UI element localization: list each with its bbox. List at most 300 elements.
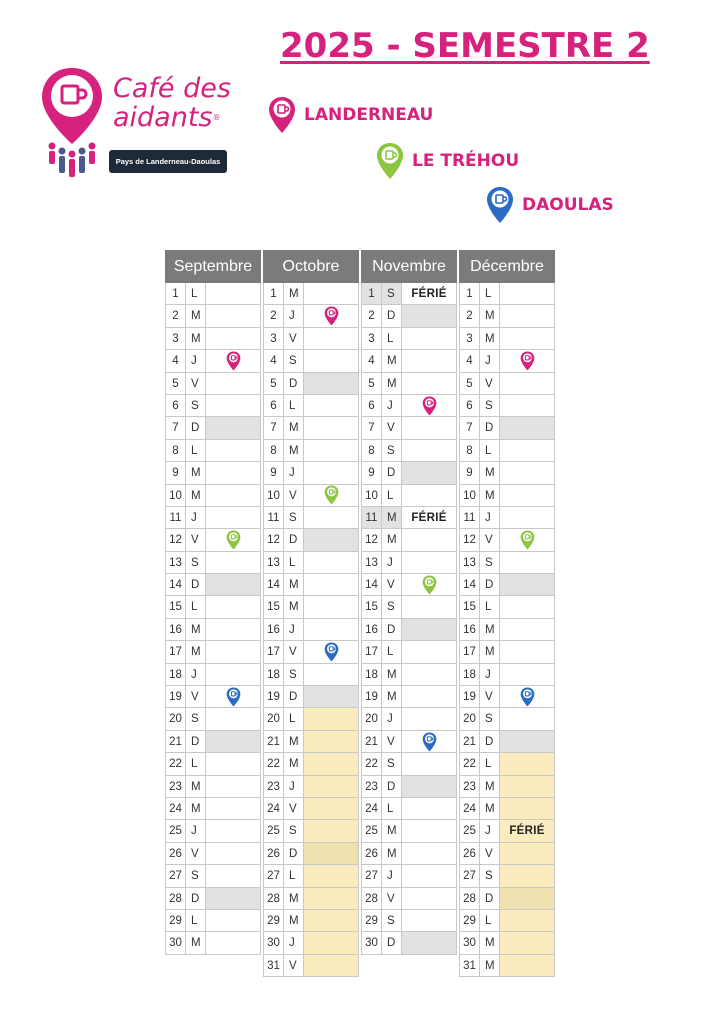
day-event-cell: [304, 798, 358, 819]
day-row: [361, 619, 457, 641]
day-of-week: M: [480, 619, 500, 640]
day-number: 11: [460, 507, 480, 528]
day-number: 21: [264, 731, 284, 752]
day-number: 28: [362, 888, 382, 909]
day-number: 29: [166, 910, 186, 931]
day-row: [165, 574, 261, 596]
day-event-cell: [206, 552, 260, 573]
day-event-cell: [500, 955, 554, 976]
day-row: [361, 820, 457, 842]
day-of-week: M: [284, 910, 304, 931]
day-event-cell: [500, 596, 554, 617]
day-of-week: J: [382, 708, 402, 729]
day-of-week: D: [480, 574, 500, 595]
day-event-cell: [206, 664, 260, 685]
day-event-cell: [304, 932, 358, 953]
day-row: [361, 641, 457, 663]
day-row: [361, 283, 457, 305]
day-event-cell: [304, 373, 358, 394]
day-event-cell: [304, 641, 358, 662]
day-of-week: J: [186, 350, 206, 371]
day-number: 27: [362, 865, 382, 886]
day-row: [263, 328, 359, 350]
day-event-cell: [500, 798, 554, 819]
day-row: [165, 731, 261, 753]
day-event-cell: [206, 776, 260, 797]
day-event-cell: [500, 865, 554, 886]
day-row: [263, 932, 359, 954]
day-event-cell: [206, 753, 260, 774]
day-of-week: S: [284, 664, 304, 685]
day-number: 15: [362, 596, 382, 617]
day-number: 16: [460, 619, 480, 640]
day-of-week: L: [284, 395, 304, 416]
day-event-cell: [304, 462, 358, 483]
day-number: 10: [166, 485, 186, 506]
day-event-cell: [304, 776, 358, 797]
day-number: 2: [460, 305, 480, 326]
day-event-cell: [402, 373, 456, 394]
day-row: [263, 485, 359, 507]
month-column: [165, 250, 261, 955]
day-event-cell: [304, 395, 358, 416]
day-row: [459, 865, 555, 887]
day-row: [361, 440, 457, 462]
day-of-week: J: [186, 664, 206, 685]
day-of-week: M: [284, 574, 304, 595]
day-number: 17: [460, 641, 480, 662]
day-number: 4: [264, 350, 284, 371]
day-row: [165, 910, 261, 932]
day-row: [165, 776, 261, 798]
day-number: 23: [166, 776, 186, 797]
day-row: [165, 529, 261, 551]
day-of-week: L: [284, 552, 304, 573]
day-of-week: M: [186, 462, 206, 483]
day-of-week: D: [186, 574, 206, 595]
day-event-cell: [304, 574, 358, 595]
day-row: [361, 731, 457, 753]
day-event-cell: [500, 417, 554, 438]
day-number: 4: [362, 350, 382, 371]
day-of-week: M: [382, 529, 402, 550]
day-of-week: M: [186, 932, 206, 953]
day-number: 30: [166, 932, 186, 953]
day-number: 5: [264, 373, 284, 394]
day-row: [263, 641, 359, 663]
day-of-week: S: [382, 440, 402, 461]
day-number: 14: [166, 574, 186, 595]
day-row: [165, 619, 261, 641]
page-title: 2025 - SEMESTRE 2: [280, 26, 650, 66]
day-event-cell: [402, 596, 456, 617]
day-row: [361, 574, 457, 596]
day-event-cell: [500, 888, 554, 909]
day-of-week: M: [480, 776, 500, 797]
map-pin-cup-icon: [520, 530, 535, 550]
day-number: 28: [264, 888, 284, 909]
day-of-week: M: [480, 328, 500, 349]
day-of-week: L: [186, 283, 206, 304]
day-event-cell: [500, 932, 554, 953]
day-event-cell: [402, 888, 456, 909]
day-event-cell: [206, 888, 260, 909]
day-number: 3: [166, 328, 186, 349]
day-number: 14: [460, 574, 480, 595]
day-number: 15: [460, 596, 480, 617]
day-row: [361, 798, 457, 820]
day-event-cell: [206, 910, 260, 931]
day-number: 28: [460, 888, 480, 909]
day-row: [459, 395, 555, 417]
day-number: 25: [166, 820, 186, 841]
map-pin-cup-icon: [422, 575, 437, 595]
day-event-cell: [304, 283, 358, 304]
day-of-week: V: [480, 686, 500, 707]
day-row: [263, 574, 359, 596]
day-event-cell: [402, 440, 456, 461]
day-row: [459, 283, 555, 305]
day-event-cell: [500, 843, 554, 864]
day-of-week: M: [382, 664, 402, 685]
day-number: 4: [460, 350, 480, 371]
day-event-cell: [402, 910, 456, 931]
day-of-week: J: [284, 462, 304, 483]
day-number: 28: [166, 888, 186, 909]
day-event-cell: [304, 664, 358, 685]
month-header: Octobre: [263, 250, 359, 283]
day-of-week: V: [382, 888, 402, 909]
day-event-cell: [402, 753, 456, 774]
day-of-week: M: [480, 932, 500, 953]
day-number: 15: [264, 596, 284, 617]
day-number: 25: [264, 820, 284, 841]
day-event-cell: [402, 283, 456, 304]
day-row: [459, 888, 555, 910]
map-pin-cup-icon: [422, 732, 437, 752]
day-number: 31: [460, 955, 480, 976]
day-number: 7: [460, 417, 480, 438]
day-of-week: L: [382, 641, 402, 662]
day-row: [459, 417, 555, 439]
day-of-week: J: [480, 350, 500, 371]
day-event-cell: [402, 865, 456, 886]
day-row: [459, 574, 555, 596]
day-row: [263, 462, 359, 484]
day-number: 16: [166, 619, 186, 640]
day-event-cell: [304, 507, 358, 528]
day-row: [361, 888, 457, 910]
day-row: [165, 440, 261, 462]
day-event-cell: [206, 462, 260, 483]
day-row: [459, 529, 555, 551]
day-event-cell: [402, 552, 456, 573]
day-of-week: M: [382, 686, 402, 707]
day-event-cell: [206, 932, 260, 953]
day-number: 3: [264, 328, 284, 349]
day-event-cell: [206, 395, 260, 416]
day-event-cell: [402, 731, 456, 752]
day-event-cell: [304, 865, 358, 886]
day-row: [165, 417, 261, 439]
day-of-week: S: [480, 708, 500, 729]
day-of-week: S: [382, 753, 402, 774]
day-number: 24: [264, 798, 284, 819]
day-of-week: V: [382, 574, 402, 595]
day-row: [361, 328, 457, 350]
day-of-week: J: [382, 552, 402, 573]
day-number: 22: [264, 753, 284, 774]
map-pin-cup-icon: [376, 142, 404, 180]
day-row: [263, 596, 359, 618]
day-row: [263, 820, 359, 842]
day-of-week: J: [480, 820, 500, 841]
day-row: [459, 485, 555, 507]
day-of-week: L: [480, 283, 500, 304]
day-row: [263, 305, 359, 327]
day-row: [459, 596, 555, 618]
day-row: [361, 596, 457, 618]
day-number: 12: [166, 529, 186, 550]
day-of-week: S: [284, 507, 304, 528]
day-of-week: M: [480, 641, 500, 662]
day-event-cell: [402, 462, 456, 483]
logo-wordmark: [113, 74, 231, 132]
day-of-week: M: [284, 417, 304, 438]
map-pin-cup-icon: [486, 186, 514, 224]
day-event-cell: [206, 798, 260, 819]
day-of-week: V: [186, 843, 206, 864]
day-number: 9: [264, 462, 284, 483]
day-row: [263, 753, 359, 775]
day-event-cell: [402, 417, 456, 438]
day-of-week: J: [382, 865, 402, 886]
day-of-week: J: [284, 305, 304, 326]
day-row: [165, 350, 261, 372]
day-row: [459, 440, 555, 462]
day-of-week: M: [284, 753, 304, 774]
day-event-cell: [304, 619, 358, 640]
day-of-week: S: [284, 820, 304, 841]
day-number: 18: [166, 664, 186, 685]
day-of-week: S: [186, 395, 206, 416]
day-row: [263, 686, 359, 708]
day-event-cell: [304, 328, 358, 349]
day-number: 15: [166, 596, 186, 617]
day-row: [165, 328, 261, 350]
day-number: 13: [460, 552, 480, 573]
day-of-week: D: [382, 776, 402, 797]
day-event-cell: [500, 328, 554, 349]
day-of-week: S: [480, 865, 500, 886]
day-of-week: J: [382, 395, 402, 416]
day-row: [263, 395, 359, 417]
month-column: [263, 250, 359, 977]
day-event-cell: [402, 641, 456, 662]
day-of-week: L: [186, 440, 206, 461]
day-of-week: M: [186, 328, 206, 349]
day-of-week: L: [284, 708, 304, 729]
day-number: 26: [460, 843, 480, 864]
day-row: [263, 507, 359, 529]
day-number: 8: [264, 440, 284, 461]
day-event-cell: [206, 485, 260, 506]
day-event-cell: [500, 283, 554, 304]
day-event-cell: [206, 305, 260, 326]
day-of-week: J: [186, 507, 206, 528]
day-row: [263, 350, 359, 372]
day-event-cell: [206, 507, 260, 528]
logo-line-2: aidants: [113, 102, 213, 133]
day-event-cell: [500, 753, 554, 774]
day-of-week: V: [480, 373, 500, 394]
day-number: 21: [166, 731, 186, 752]
day-of-week: S: [382, 283, 402, 304]
day-row: [361, 350, 457, 372]
day-row: [459, 798, 555, 820]
day-row: [263, 776, 359, 798]
day-row: [165, 596, 261, 618]
day-number: 11: [264, 507, 284, 528]
map-pin-cup-icon: [422, 396, 437, 416]
day-of-week: L: [186, 910, 206, 931]
legend-daoulas: [486, 186, 614, 224]
day-number: 4: [166, 350, 186, 371]
day-of-week: S: [284, 350, 304, 371]
day-event-cell: [402, 619, 456, 640]
day-of-week: M: [186, 619, 206, 640]
day-event-cell: [304, 350, 358, 371]
day-number: 24: [460, 798, 480, 819]
day-number: 22: [166, 753, 186, 774]
ferie-label: FÉRIÉ: [411, 511, 447, 524]
day-number: 21: [460, 731, 480, 752]
day-row: [459, 552, 555, 574]
day-event-cell: [500, 350, 554, 371]
day-number: 1: [166, 283, 186, 304]
day-event-cell: [304, 485, 358, 506]
day-row: [165, 462, 261, 484]
day-number: 9: [362, 462, 382, 483]
day-row: [361, 664, 457, 686]
ferie-label: FÉRIÉ: [509, 825, 545, 838]
day-event-cell: [304, 686, 358, 707]
day-number: 6: [460, 395, 480, 416]
month-column: [459, 250, 555, 977]
day-event-cell: [304, 552, 358, 573]
day-event-cell: [402, 350, 456, 371]
day-of-week: M: [186, 485, 206, 506]
day-of-week: M: [186, 798, 206, 819]
day-row: [165, 664, 261, 686]
day-of-week: M: [284, 440, 304, 461]
day-of-week: M: [186, 776, 206, 797]
day-row: [165, 305, 261, 327]
day-row: [165, 932, 261, 954]
day-of-week: J: [480, 507, 500, 528]
day-number: 11: [362, 507, 382, 528]
day-row: [361, 776, 457, 798]
day-number: 20: [166, 708, 186, 729]
day-number: 12: [264, 529, 284, 550]
day-of-week: V: [284, 485, 304, 506]
day-row: [459, 731, 555, 753]
day-of-week: J: [284, 932, 304, 953]
day-number: 30: [362, 932, 382, 953]
day-row: [165, 686, 261, 708]
map-pin-cup-icon: [268, 96, 296, 134]
month-header: Novembre: [361, 250, 457, 283]
day-event-cell: [206, 596, 260, 617]
day-row: [165, 552, 261, 574]
day-number: 9: [166, 462, 186, 483]
day-event-cell: [304, 529, 358, 550]
day-of-week: M: [284, 888, 304, 909]
day-event-cell: [304, 888, 358, 909]
day-row: [263, 529, 359, 551]
day-event-cell: [402, 664, 456, 685]
day-of-week: D: [284, 373, 304, 394]
day-number: 7: [166, 417, 186, 438]
day-of-week: S: [186, 552, 206, 573]
day-of-week: L: [480, 440, 500, 461]
day-event-cell: [304, 305, 358, 326]
day-row: [361, 753, 457, 775]
day-row: [459, 664, 555, 686]
day-row: [165, 485, 261, 507]
day-row: [361, 686, 457, 708]
day-number: 3: [362, 328, 382, 349]
day-event-cell: [402, 776, 456, 797]
day-row: [459, 820, 555, 842]
day-of-week: M: [382, 843, 402, 864]
day-row: [459, 753, 555, 775]
day-row: [361, 865, 457, 887]
day-number: 13: [264, 552, 284, 573]
day-of-week: J: [284, 776, 304, 797]
day-of-week: V: [382, 417, 402, 438]
month-column: [361, 250, 457, 955]
day-number: 19: [264, 686, 284, 707]
day-row: [263, 843, 359, 865]
day-row: [263, 440, 359, 462]
day-event-cell: [500, 731, 554, 752]
day-event-cell: [402, 507, 456, 528]
day-event-cell: [402, 529, 456, 550]
map-pin-cup-icon: [324, 306, 339, 326]
day-row: [165, 820, 261, 842]
day-number: 26: [362, 843, 382, 864]
day-of-week: S: [186, 708, 206, 729]
day-event-cell: [206, 843, 260, 864]
day-number: 12: [460, 529, 480, 550]
day-row: [361, 910, 457, 932]
day-of-week: D: [480, 417, 500, 438]
day-of-week: V: [480, 529, 500, 550]
day-of-week: D: [284, 843, 304, 864]
day-of-week: L: [480, 910, 500, 931]
day-of-week: D: [186, 731, 206, 752]
day-row: [165, 283, 261, 305]
day-row: [361, 552, 457, 574]
day-of-week: D: [284, 686, 304, 707]
day-number: 23: [362, 776, 382, 797]
day-row: [165, 641, 261, 663]
day-event-cell: [206, 865, 260, 886]
day-event-cell: [402, 574, 456, 595]
day-number: 10: [362, 485, 382, 506]
day-of-week: M: [284, 731, 304, 752]
